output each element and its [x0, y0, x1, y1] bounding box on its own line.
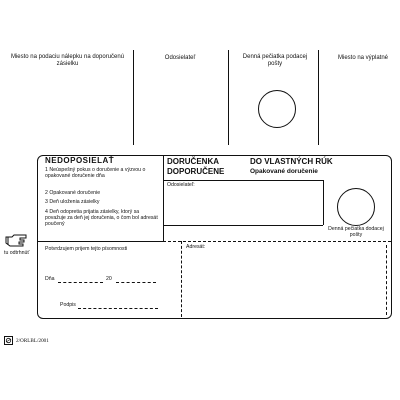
sticker-area-label: Miesto na podaciu nálepku na doporučenú zásielku [10, 54, 125, 67]
footer-logo-icon [4, 336, 13, 345]
option-1-unsuccessful: 1 Neúspešný pokus o doručenie a výzvou o opakované doručenie dňa [45, 167, 146, 180]
option-4-refused: 4 Deň odopretia prijatia zásielky, ktorý sa považuje za deň jej doručenia, o čom bol adresát poučený [45, 209, 158, 228]
card-divider-left-dashed [181, 241, 182, 317]
card-header-line [163, 180, 323, 181]
card-divider-left [163, 156, 164, 241]
pointing-hand-icon [4, 233, 30, 247]
repeated-delivery-heading: Opakované doručenie [250, 168, 318, 175]
addressee-label: Adresát: [186, 244, 206, 250]
card-mid-line-left [38, 241, 164, 242]
form-code: 2/ORLBL/2001 [16, 338, 49, 344]
postage-area-label: Miesto na výplatné [337, 55, 389, 61]
top-divider-3 [318, 50, 319, 145]
posting-stamp-circle [258, 90, 296, 128]
option-2-repeated: 2 Opakované doručenie [45, 190, 101, 196]
no-forward-title: NEDOPOSIELAŤ [45, 156, 115, 165]
own-hands-heading: DO VLASTNÝCH RÚK [250, 157, 333, 166]
sender-box-right [323, 180, 324, 225]
top-divider-1 [133, 50, 134, 145]
signature-label: Podpis [60, 302, 76, 308]
right-tear-edge [386, 245, 387, 315]
sender-box-bottom [163, 225, 323, 226]
registered-heading: DOPORUČENE [167, 167, 225, 176]
posting-stamp-label: Denná pečiatka podacej pošty [242, 54, 308, 67]
date-label: Dňa [45, 276, 55, 282]
receipt-heading: DORUČENKA [167, 157, 219, 166]
tear-here-label: tu odtrhnúť [4, 250, 30, 256]
card-mid-line-right [163, 241, 391, 242]
delivery-stamp-circle [337, 188, 375, 226]
date-line [58, 282, 103, 283]
sender-label-top: Odosielateľ [164, 55, 196, 61]
confirm-receipt-text: Potvrdzujem prijem tejto písomnosti [45, 246, 128, 252]
option-3-stored: 3 Deň uloženia zásielky [45, 199, 100, 205]
delivery-stamp-label: Denná pečiatka dodacej pošty [328, 226, 384, 239]
year-prefix: 20 [106, 276, 112, 282]
top-divider-2 [228, 50, 229, 145]
sender-field-label: Odosielateľ: [167, 182, 195, 188]
year-line [116, 282, 156, 283]
signature-line [78, 308, 158, 309]
